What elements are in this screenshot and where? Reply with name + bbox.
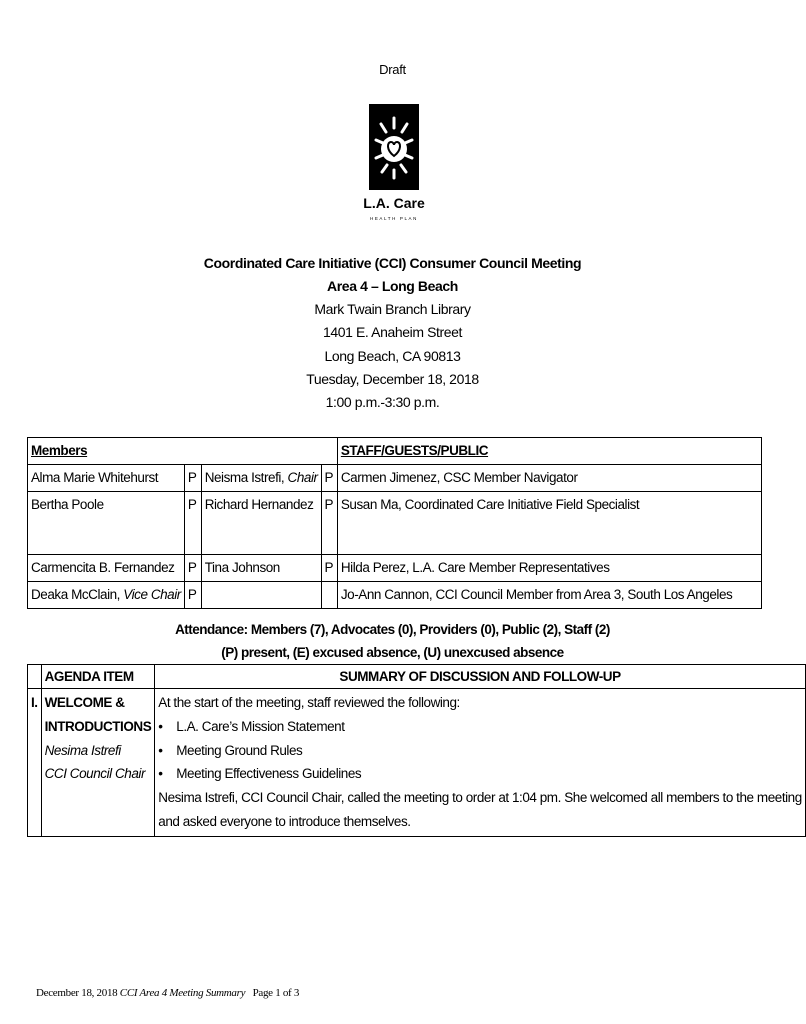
summary-paragraph-line: Nesima Istrefi, CCI Council Chair, called the meeting to order at 1:04 pm. She welcomed all members to the meeting: [158, 790, 802, 806]
presenter-name: Nesima Istrefi: [44, 742, 121, 758]
member-name: Bertha Poole: [28, 492, 185, 555]
table-row: [28, 438, 762, 465]
staff-name: Jo-Ann Cannon, CCI Council Member from Area 3, South Los Angeles: [337, 582, 761, 609]
footer-doc-title: CCI Area 4 Meeting Summary: [119, 987, 246, 999]
member-name: Tina Johnson: [201, 555, 321, 582]
summary-bullets: [158, 715, 802, 786]
attendance-mark: P: [184, 492, 201, 555]
member-name: [201, 582, 321, 609]
attendance-mark: P: [184, 582, 201, 609]
meeting-street: 1401 E. Anaheim Street: [322, 324, 463, 340]
table-row: [28, 492, 762, 555]
list-item: • Meeting Effectiveness Guidelines: [176, 762, 802, 786]
attendance-mark: P: [184, 465, 201, 492]
table-row: [28, 465, 762, 492]
attendance-counts: Attendance: Members (7), Advocates (0), Providers (0), Public (2), Staff (2): [175, 622, 610, 637]
member-name: Neisma Istrefi, Chair: [201, 465, 321, 492]
presenter-role: CCI Council Chair: [44, 766, 145, 782]
table-row: [28, 555, 762, 582]
members-header: Members: [28, 438, 338, 465]
member-name: Carmencita B. Fernandez: [28, 555, 185, 582]
staff-name: Hilda Perez, L.A. Care Member Representatives: [337, 555, 761, 582]
member-name: Richard Hernandez: [201, 492, 321, 555]
footer-page-number: Page 1 of 3: [252, 987, 300, 999]
attendance-mark: P: [321, 555, 337, 582]
la-care-logo: [363, 104, 425, 222]
summary-paragraph-line: and asked everyone to introduce themselves.: [158, 813, 411, 829]
meeting-city: Long Beach, CA 90813: [324, 348, 461, 364]
staff-header: STAFF/GUESTS/PUBLIC: [337, 438, 761, 465]
summary-header: SUMMARY OF DISCUSSION AND FOLLOW-UP: [155, 665, 806, 689]
attendance-mark: P: [184, 555, 201, 582]
agenda-summary: [155, 689, 806, 837]
attendance-summary: [0, 618, 785, 664]
member-name: Deaka McClain, Vice Chair: [28, 582, 185, 609]
meeting-area: Area 4 – Long Beach: [327, 278, 458, 294]
table-row: [28, 689, 806, 837]
meeting-venue: Mark Twain Branch Library: [314, 301, 471, 317]
summary-intro: At the start of the meeting, staff reviewed the following:: [158, 695, 460, 710]
agenda-item-header: AGENDA ITEM: [41, 665, 155, 689]
attendance-mark: P: [321, 465, 337, 492]
member-name: Alma Marie Whitehurst: [28, 465, 185, 492]
attendance-mark: [321, 582, 337, 609]
agenda-table: [27, 664, 806, 837]
staff-name: Susan Ma, Coordinated Care Initiative Field Specialist: [337, 492, 761, 555]
page-footer: [36, 987, 299, 999]
draft-label: Draft: [379, 62, 406, 77]
attendance-legend: (P) present, (E) excused absence, (U) unexcused absence: [221, 645, 564, 660]
agenda-number: I.: [28, 689, 42, 837]
members-table: [27, 437, 762, 609]
agenda-item-title: WELCOME & INTRODUCTIONS Nesima Istrefi CCI Council Chair: [41, 689, 155, 837]
meeting-date: Tuesday, December 18, 2018: [306, 371, 479, 387]
meeting-time: 1:00 p.m.-3:30 p.m.: [325, 394, 440, 410]
footer-date: December 18, 2018: [36, 987, 120, 999]
staff-name: Carmen Jimenez, CSC Member Navigator: [337, 465, 761, 492]
table-row: [28, 582, 762, 609]
meeting-title: Coordinated Care Initiative (CCI) Consumer Council Meeting: [203, 255, 582, 271]
attendance-mark: P: [321, 492, 337, 555]
list-item: • Meeting Ground Rules: [176, 739, 802, 763]
list-item: • L.A. Care’s Mission Statement: [176, 715, 802, 739]
logo-subtext: HEALTH PLAN: [369, 216, 419, 221]
table-row: [28, 665, 806, 689]
logo-wordmark: L.A. Care: [363, 195, 425, 211]
